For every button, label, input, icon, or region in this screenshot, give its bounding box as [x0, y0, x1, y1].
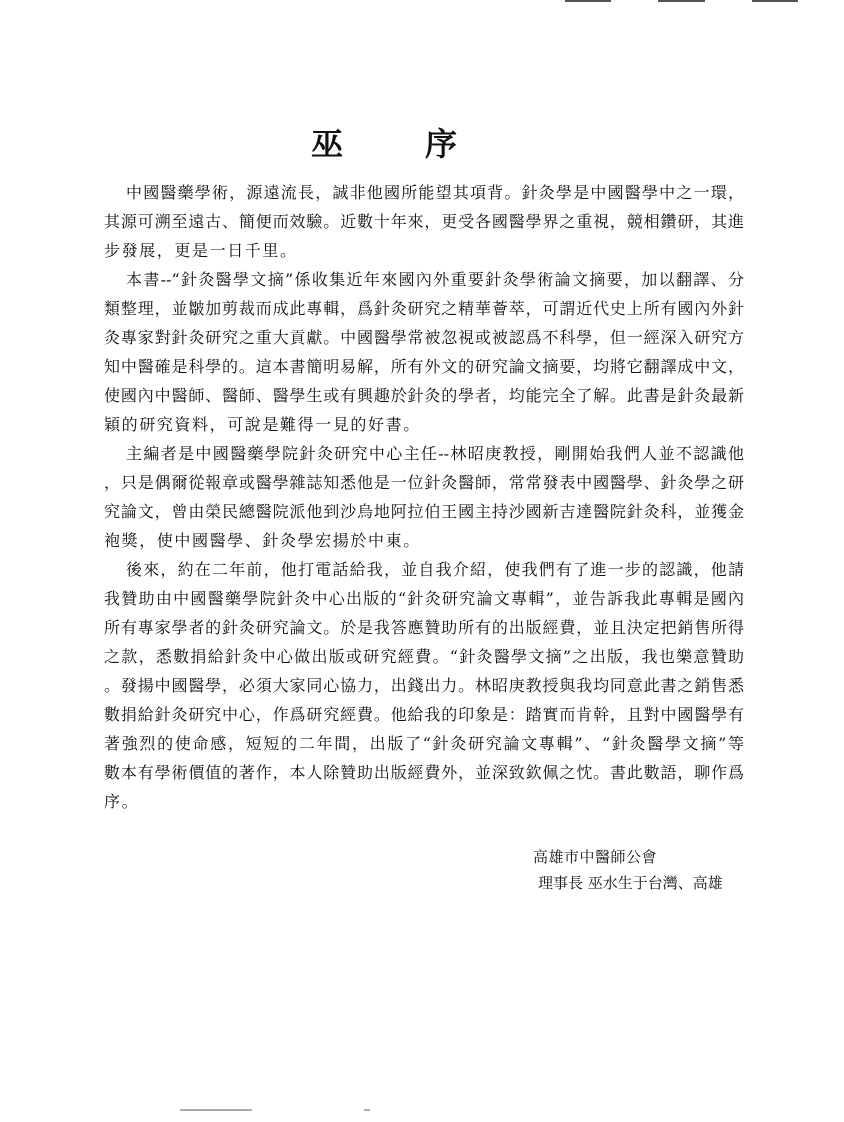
text-line: 之款，悉數捐給針灸中心做出版或研究經費。“針灸醫學文摘”之出版，我也樂意贊助	[104, 647, 744, 666]
signature-organization: 高雄市中醫師公會	[533, 848, 658, 866]
text-line: 數捐給針灸研究中心，作爲研究經費。他給我的印象是：踏實而肯幹，且對中國醫學有	[104, 705, 744, 724]
text-line: 。發揚中國醫學，必須大家同心協力，出錢出力。林昭庚教授與我均同意此書之銷售悉	[104, 676, 744, 695]
text-line: 所有專家學者的針灸研究論文。於是我答應贊助所有的出版經費，並且決定把銷售所得	[104, 618, 744, 637]
text-line: 數本有學術價值的著作，本人除贊助出版經費外，並深致欽佩之忱。書此數語，聊作爲	[104, 763, 744, 782]
text-line: 主編者是中國醫藥學院針灸研究中心主任--林昭庚教授，剛開始我們人並不認識他	[126, 444, 744, 463]
paragraph-2	[104, 265, 744, 439]
text-line: 序。	[104, 792, 140, 811]
page-title-char-1: 巫	[311, 125, 344, 163]
text-line: 其源可溯至遠古、簡便而效驗。近數十年來，更受各國醫學界之重視，競相鑽研，其進	[104, 212, 744, 231]
text-line: 著強烈的使命感，短短的二年間，出版了“針灸研究論文專輯”、“針灸醫學文摘”等	[104, 734, 744, 753]
text-line: 穎的研究資料，可說是難得一見的好書。	[104, 415, 421, 434]
text-line: 袍獎，使中國醫學、針灸學宏揚於中東。	[104, 531, 421, 550]
text-line: 灸專家對針灸研究之重大貢獻。中國醫學常被忽視或被認爲不科學，但一經深入研究方	[104, 328, 744, 347]
text-line: 我贊助由中國醫藥學院針灸中心出版的“針灸研究論文專輯”，並告訴我此專輯是國內	[104, 589, 744, 608]
text-line: 步發展，更是一日千里。	[104, 241, 298, 260]
top-edge-mark	[752, 0, 798, 2]
text-line: 中國醫藥學術，源遠流長，誠非他國所能望其項背。針灸學是中國醫學中之一環，	[126, 183, 744, 202]
footer-scan-mark	[364, 1109, 370, 1111]
text-line: 本書--“針灸醫學文摘”係收集近年來國內外重要針灸學術論文摘要，加以翻譯、分	[126, 270, 744, 289]
paragraph-1	[104, 178, 744, 265]
text-line: 知中醫確是科學的。這本書簡明易解，所有外文的研究論文摘要，均將它翻譯成中文，	[104, 357, 744, 376]
preface-body	[104, 178, 744, 816]
text-line: ，只是偶爾從報章或醫學雜誌知悉他是一位針灸醫師，常常發表中國醫學、針灸學之研	[104, 473, 744, 492]
top-edge-mark	[565, 0, 611, 2]
page-title-char-2: 序	[425, 125, 458, 163]
footer-scan-mark	[180, 1109, 252, 1111]
text-line: 究論文，曾由榮民總醫院派他到沙烏地阿拉伯王國主持沙國新吉達醫院針灸科，並獲金	[104, 502, 744, 521]
paragraph-3	[104, 439, 744, 555]
text-line: 後來，約在二年前，他打電話給我，並自我介紹，使我們有了進一步的認識，他請	[126, 560, 744, 579]
text-line: 使國內中醫師、醫師、醫學生或有興趣於針灸的學者，均能完全了解。此書是針灸最新	[104, 386, 744, 405]
top-edge-mark	[658, 0, 705, 2]
text-line: 類整理，並皺加剪裁而成此專輯，爲針灸研究之精華薈萃，可謂近代史上所有國內外針	[104, 299, 744, 318]
paragraph-4	[104, 555, 744, 816]
signature-author: 理事長 巫水生于台灣、高雄	[538, 874, 723, 892]
